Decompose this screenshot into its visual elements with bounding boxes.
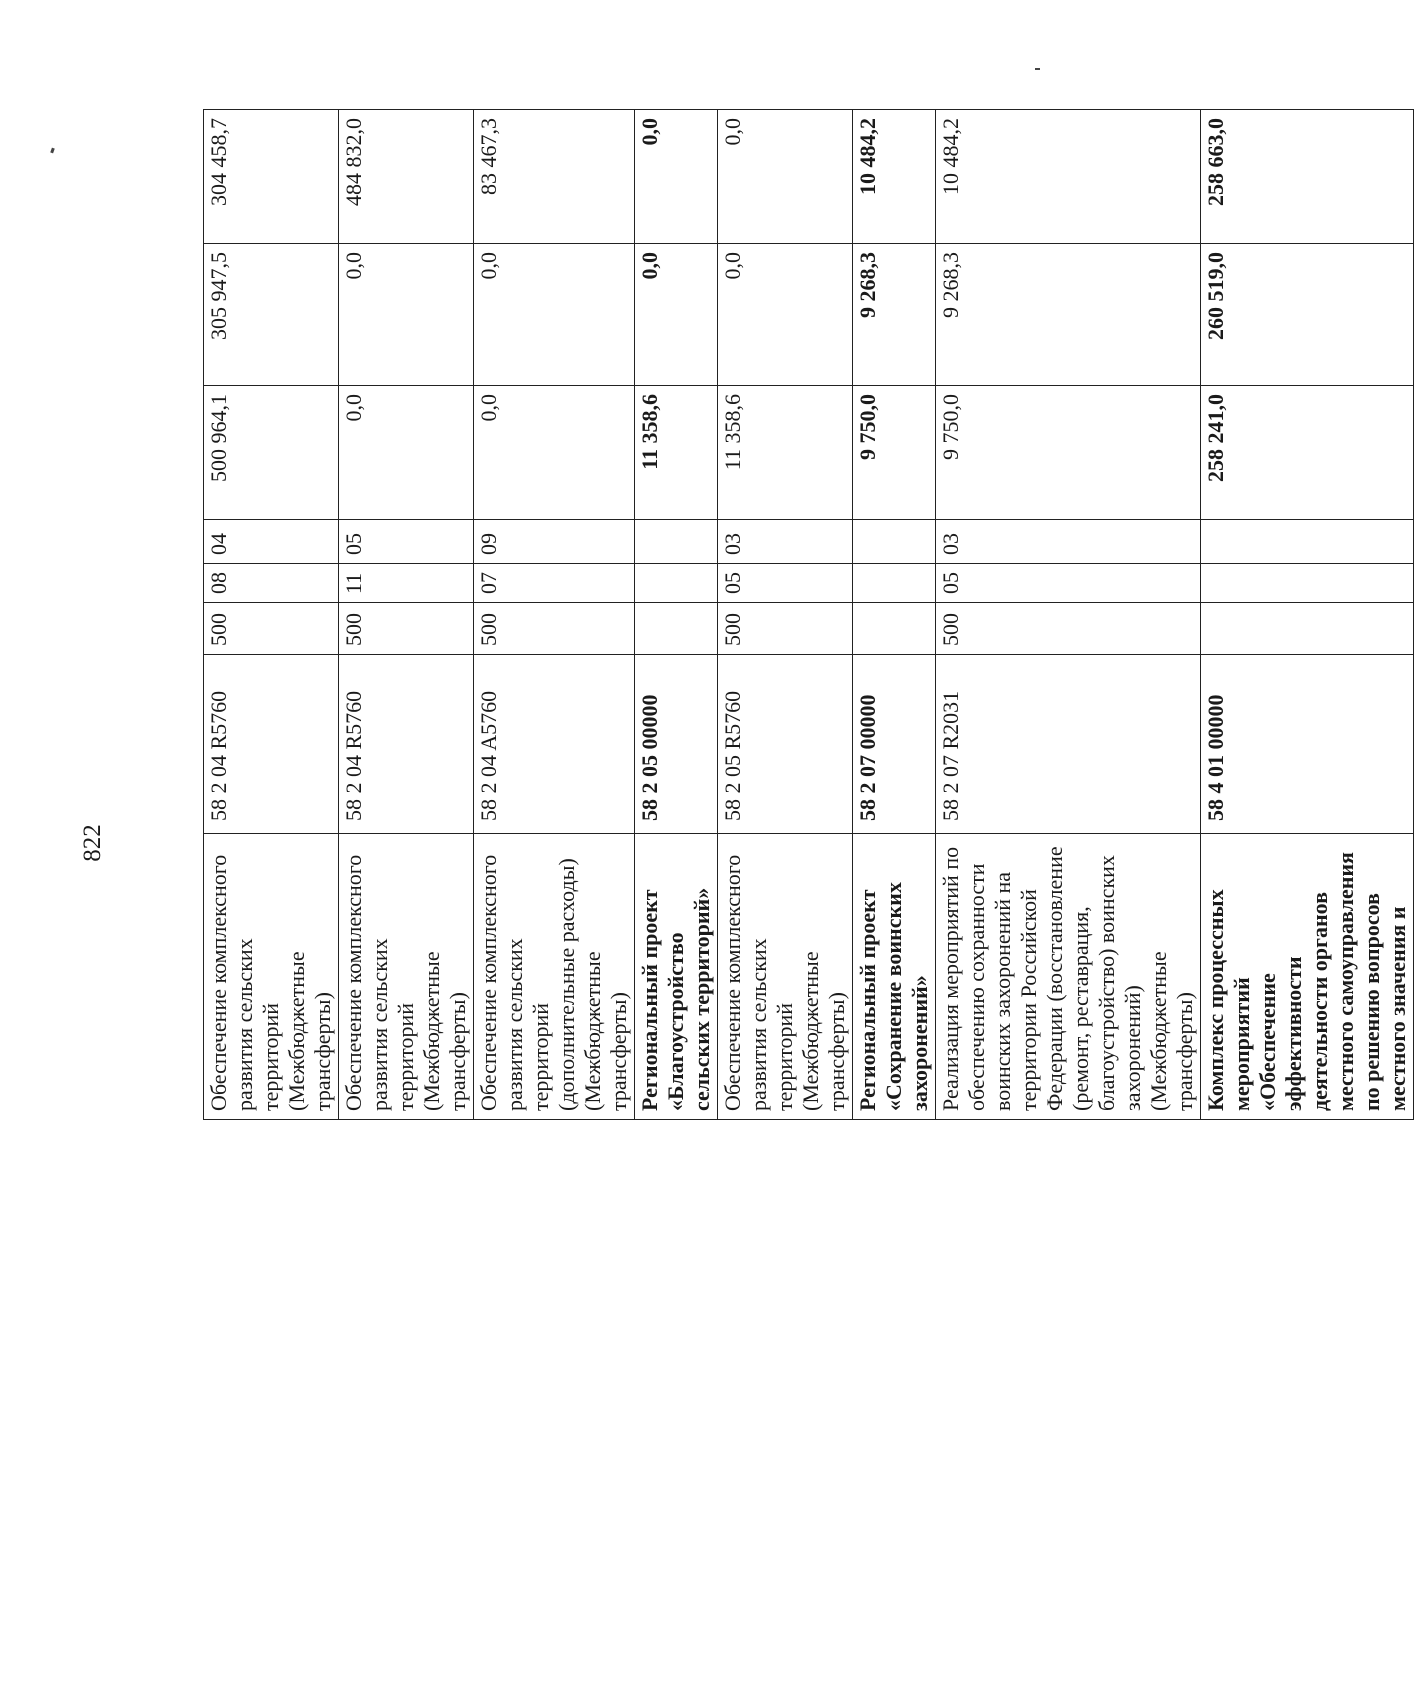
subsection-code: 04 <box>204 520 339 564</box>
amount-year-3: 258 663,0 <box>1201 110 1414 244</box>
amount-year-3: 83 467,3 <box>474 110 635 244</box>
scan-mark <box>1035 68 1040 70</box>
section-code: 05 <box>936 564 1201 603</box>
target-code: 58 2 04 R5760 <box>339 655 474 834</box>
amount-year-2: 260 519,0 <box>1201 244 1414 386</box>
table-row <box>1201 110 1414 1120</box>
amount-year-1: 11 358,6 <box>718 386 853 520</box>
row-name: Обеспечение комплексного развития сельских территорий (Межбюджетные трансферты) <box>204 834 339 1120</box>
subsection-code <box>635 520 718 564</box>
row-name: Обеспечение комплексного развития сельских территорий (Межбюджетные трансферты) <box>339 834 474 1120</box>
subsection-code <box>853 520 936 564</box>
amount-year-1: 11 358,6 <box>635 386 718 520</box>
target-code: 58 2 05 R5760 <box>718 655 853 834</box>
rotated-table-container <box>203 110 1410 1120</box>
amount-year-1: 0,0 <box>339 386 474 520</box>
amount-year-2: 9 268,3 <box>936 244 1201 386</box>
target-code: 58 4 01 00000 <box>1201 655 1414 834</box>
amount-year-3: 0,0 <box>718 110 853 244</box>
budget-table-sheet <box>203 110 1410 1120</box>
row-name: Региональный проект «Благоустройство сельских территорий» <box>635 834 718 1120</box>
amount-year-2: 0,0 <box>339 244 474 386</box>
amount-year-2: 0,0 <box>635 244 718 386</box>
section-code <box>635 564 718 603</box>
expense-type <box>853 603 936 655</box>
target-code: 58 2 04 R5760 <box>204 655 339 834</box>
table-row <box>853 110 936 1120</box>
subsection-code: 03 <box>718 520 853 564</box>
expense-type: 500 <box>474 603 635 655</box>
table-row <box>474 110 635 1120</box>
table-row <box>339 110 474 1120</box>
section-code <box>1201 564 1414 603</box>
amount-year-2: 9 268,3 <box>853 244 936 386</box>
target-code: 58 2 07 00000 <box>853 655 936 834</box>
row-name: Обеспечение комплексного развития сельских территорий (Межбюджетные трансферты) <box>718 834 853 1120</box>
row-name: Региональный проект «Сохранение воинских захоронений» <box>853 834 936 1120</box>
section-code: 08 <box>204 564 339 603</box>
expense-type <box>1201 603 1414 655</box>
target-code: 58 2 07 R2031 <box>936 655 1201 834</box>
amount-year-2: 305 947,5 <box>204 244 339 386</box>
section-code: 07 <box>474 564 635 603</box>
section-code: 05 <box>718 564 853 603</box>
amount-year-1: 9 750,0 <box>936 386 1201 520</box>
table-row <box>718 110 853 1120</box>
row-name: Обеспечение комплексного развития сельских территорий (дополнительные расходы) (Межбюджетные трансферты) <box>474 834 635 1120</box>
expense-type: 500 <box>339 603 474 655</box>
subsection-code <box>1201 520 1414 564</box>
scan-mark <box>50 148 55 154</box>
amount-year-3: 484 832,0 <box>339 110 474 244</box>
budget-table <box>203 109 1414 1120</box>
amount-year-3: 0,0 <box>635 110 718 244</box>
row-name: Реализация мероприятий по обеспечению сохранности воинских захоронений на территории Российской Федерации (восстановление (ремонт, реставрация, благоустройство) воинских захоронений) (Межбюджетные трансферты) <box>936 834 1201 1120</box>
section-code: 11 <box>339 564 474 603</box>
expense-type: 500 <box>936 603 1201 655</box>
table-row <box>936 110 1201 1120</box>
table-row <box>635 110 718 1120</box>
subsection-code: 09 <box>474 520 635 564</box>
target-code: 58 2 05 00000 <box>635 655 718 834</box>
table-row <box>204 110 339 1120</box>
amount-year-2: 0,0 <box>474 244 635 386</box>
amount-year-1: 500 964,1 <box>204 386 339 520</box>
amount-year-3: 304 458,7 <box>204 110 339 244</box>
section-code <box>853 564 936 603</box>
row-name: Комплекс процессных мероприятий «Обеспечение эффективности деятельности органов местного самоуправления по решению вопросов местного значения и <box>1201 834 1414 1120</box>
amount-year-3: 10 484,2 <box>936 110 1201 244</box>
subsection-code: 03 <box>936 520 1201 564</box>
subsection-code: 05 <box>339 520 474 564</box>
amount-year-1: 9 750,0 <box>853 386 936 520</box>
page-number: 822 <box>79 824 106 862</box>
target-code: 58 2 04 A5760 <box>474 655 635 834</box>
expense-type <box>635 603 718 655</box>
expense-type: 500 <box>718 603 853 655</box>
amount-year-3: 10 484,2 <box>853 110 936 244</box>
amount-year-1: 0,0 <box>474 386 635 520</box>
amount-year-2: 0,0 <box>718 244 853 386</box>
amount-year-1: 258 241,0 <box>1201 386 1414 520</box>
expense-type: 500 <box>204 603 339 655</box>
